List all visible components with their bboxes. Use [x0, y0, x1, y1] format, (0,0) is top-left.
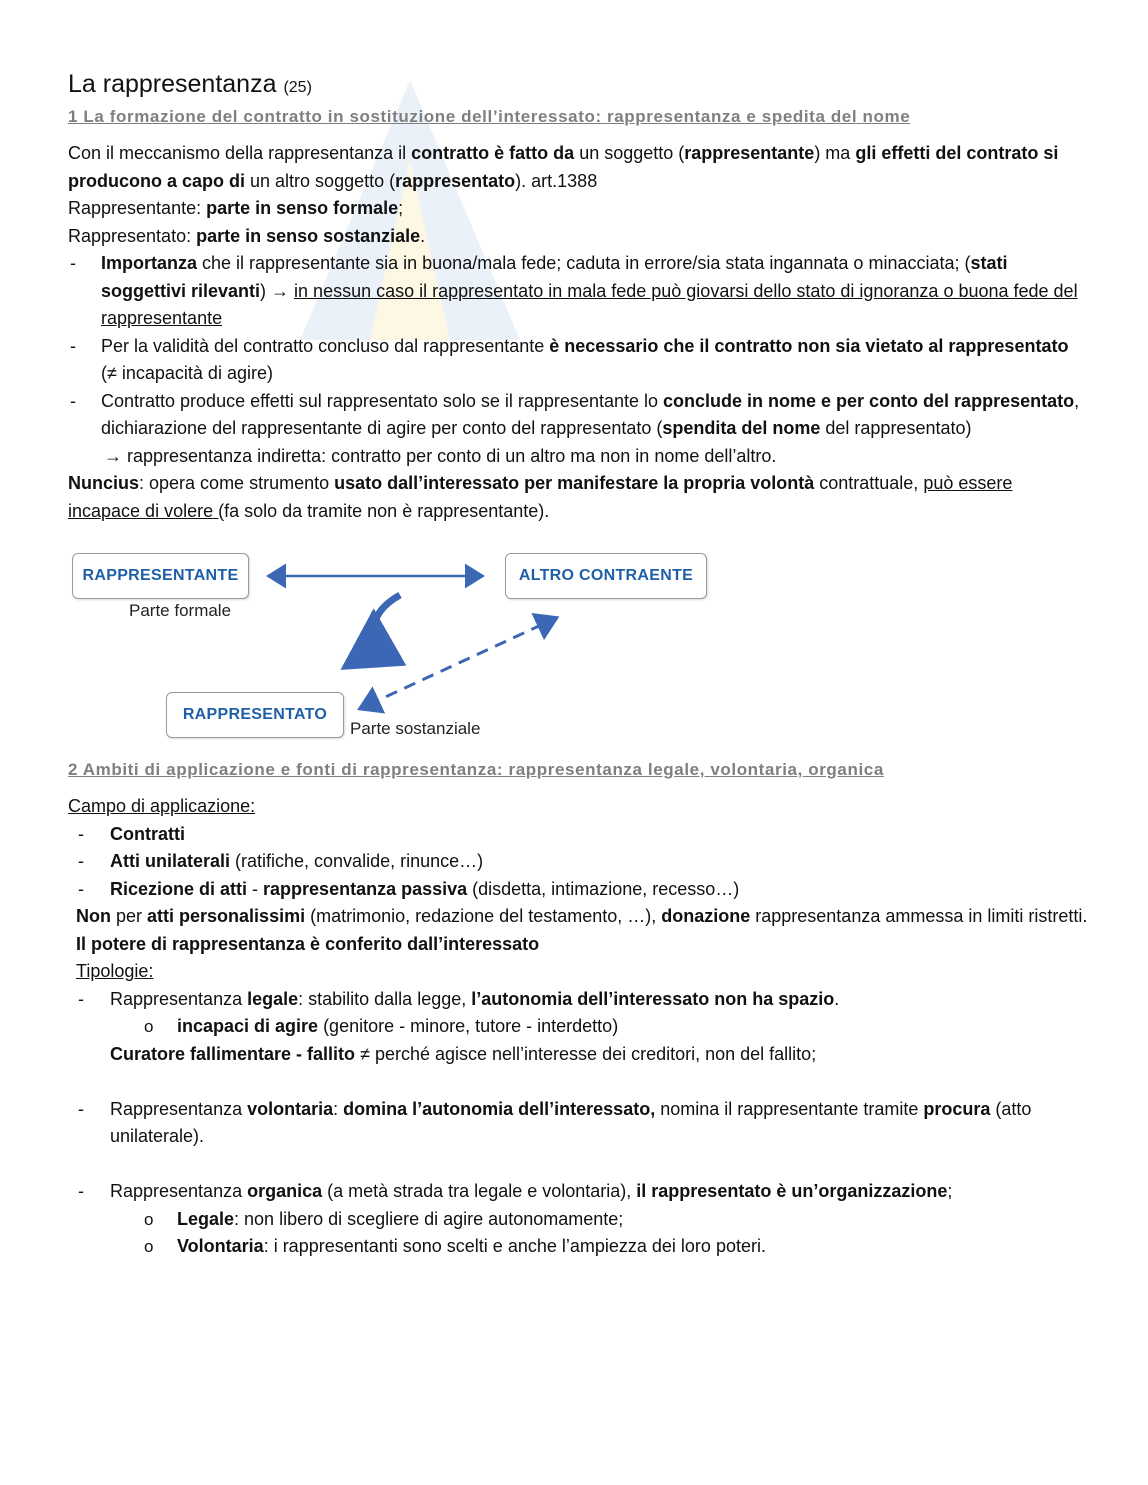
curatore-line: Curatore fallimentare - fallito ≠ perché agisce nell’interesse dei creditori, non del fallito;: [110, 1043, 817, 1064]
substantial-party-line: Rappresentato: parte in senso sostanziale.: [68, 225, 426, 246]
intro-paragraph: Con il meccanismo della rappresentanza il contratto è fatto da un soggetto (rappresentante) ma gli effetti del contrato si producono a capo di un altro soggetto (rappresentato). art.1388: [68, 143, 1059, 191]
list-item: o Legale: non libero di scegliere di agire autonomamente;: [68, 1206, 1088, 1234]
label-parte-formale: Parte formale: [129, 601, 232, 620]
dash-marker: -: [78, 878, 84, 899]
list-item: - Ricezione di atti - rappresentanza passiva (disdetta, intimazione, recesso…): [68, 876, 1088, 904]
list-item: - Importanza che il rappresentante sia in buona/mala fede; caduta in errore/sia stata ingannata o minacciata; (stati soggettivi rilevanti) → in nessun caso il rappresentato in mala fede può giovarsi dello stato di ignoranza o buona fede del rappresentante: [68, 250, 1088, 333]
campo-heading: Campo di applicazione:: [68, 796, 256, 816]
indirect-representation-note: → rappresentanza indiretta: contratto per conto di un altro ma non in nome dell’altro.: [104, 445, 777, 466]
list-item: o incapaci di agire (genitore - minore, tutore - interdetto): [68, 1013, 1088, 1041]
non-per-paragraph: Non per atti personalissimi (matrimonio, redazione del testamento, …), donazione rappresentanza ammessa in limiti ristretti.: [76, 906, 1088, 926]
document-page: [68, 68, 1088, 1261]
box-altro-contraente: ALTRO CONTRAENTE: [505, 553, 707, 599]
section-heading-1: 1 La formazione del contratto in sostituzione dell’interessato: rappresentanza e spedita del nome: [68, 107, 911, 126]
list-item: - Contratto produce effetti sul rappresentato solo se il rappresentante lo conclude in nome e per conto del rappresentato, dichiarazione del rappresentante di agire per conto del rappresentato (spendita del nome del rappresentato): [68, 388, 1088, 443]
dash-marker: -: [78, 988, 84, 1009]
list-item: - Contratti: [68, 821, 1088, 849]
list-item: - Atti unilaterali (ratifiche, convalide, rinunce…): [68, 848, 1088, 876]
page-range: (25): [283, 79, 312, 96]
formal-party-line: Rappresentante: parte in senso formale;: [68, 198, 404, 218]
box-rappresentante: RAPPRESENTANTE: [72, 553, 249, 599]
circle-marker: o: [144, 1209, 154, 1229]
dash-marker: -: [70, 335, 76, 356]
nuncius-paragraph: Nuncius: opera come strumento usato dall’interessato per manifestare la propria volontà contrattuale, può essere incapace di volere (fa solo da tramite non è rappresentante).: [68, 473, 1013, 521]
box-rappresentato: RAPPRESENTATO: [166, 692, 344, 738]
dash-marker: -: [78, 1098, 84, 1119]
list-item: o Volontaria: i rappresentanti sono scelti e anche l’ampiezza dei loro poteri.: [68, 1233, 1088, 1261]
dash-marker: -: [78, 851, 84, 871]
page-title: La rappresentanza (25): [68, 70, 312, 98]
dash-marker: -: [70, 253, 76, 273]
dash-marker: -: [78, 823, 84, 844]
dashed-arrow: [368, 619, 554, 705]
circle-marker: o: [144, 1017, 154, 1036]
list-item: - Rappresentanza legale: stabilito dalla legge, l’autonomia dell’interessato non ha spazio.: [68, 986, 1088, 1014]
curved-arrow: [374, 595, 400, 659]
tipologie-heading: Tipologie:: [76, 961, 154, 981]
label-parte-sostanziale: Parte sostanziale: [350, 719, 481, 738]
potere-line: Il potere di rappresentanza è conferito dall’interessato: [76, 933, 540, 954]
circle-marker: o: [144, 1237, 154, 1256]
dash-marker: -: [78, 1181, 84, 1201]
representation-diagram: [68, 545, 708, 745]
list-item: - Rappresentanza organica (a metà strada tra legale e volontaria), il rappresentato è un’organizzazione;: [68, 1178, 1088, 1206]
list-item: - Rappresentanza volontaria: domina l’autonomia dell’interessato, nomina il rappresentante tramite procura (atto unilaterale).: [68, 1096, 1088, 1151]
list-item: - Per la validità del contratto concluso dal rappresentante è necessario che il contratto non sia vietato al rappresentato (≠ incapacità di agire): [68, 333, 1088, 388]
dash-marker: -: [70, 390, 76, 411]
section-heading-2: 2 Ambiti di applicazione e fonti di rappresentanza: rappresentanza legale, volontaria, organica: [68, 760, 884, 779]
